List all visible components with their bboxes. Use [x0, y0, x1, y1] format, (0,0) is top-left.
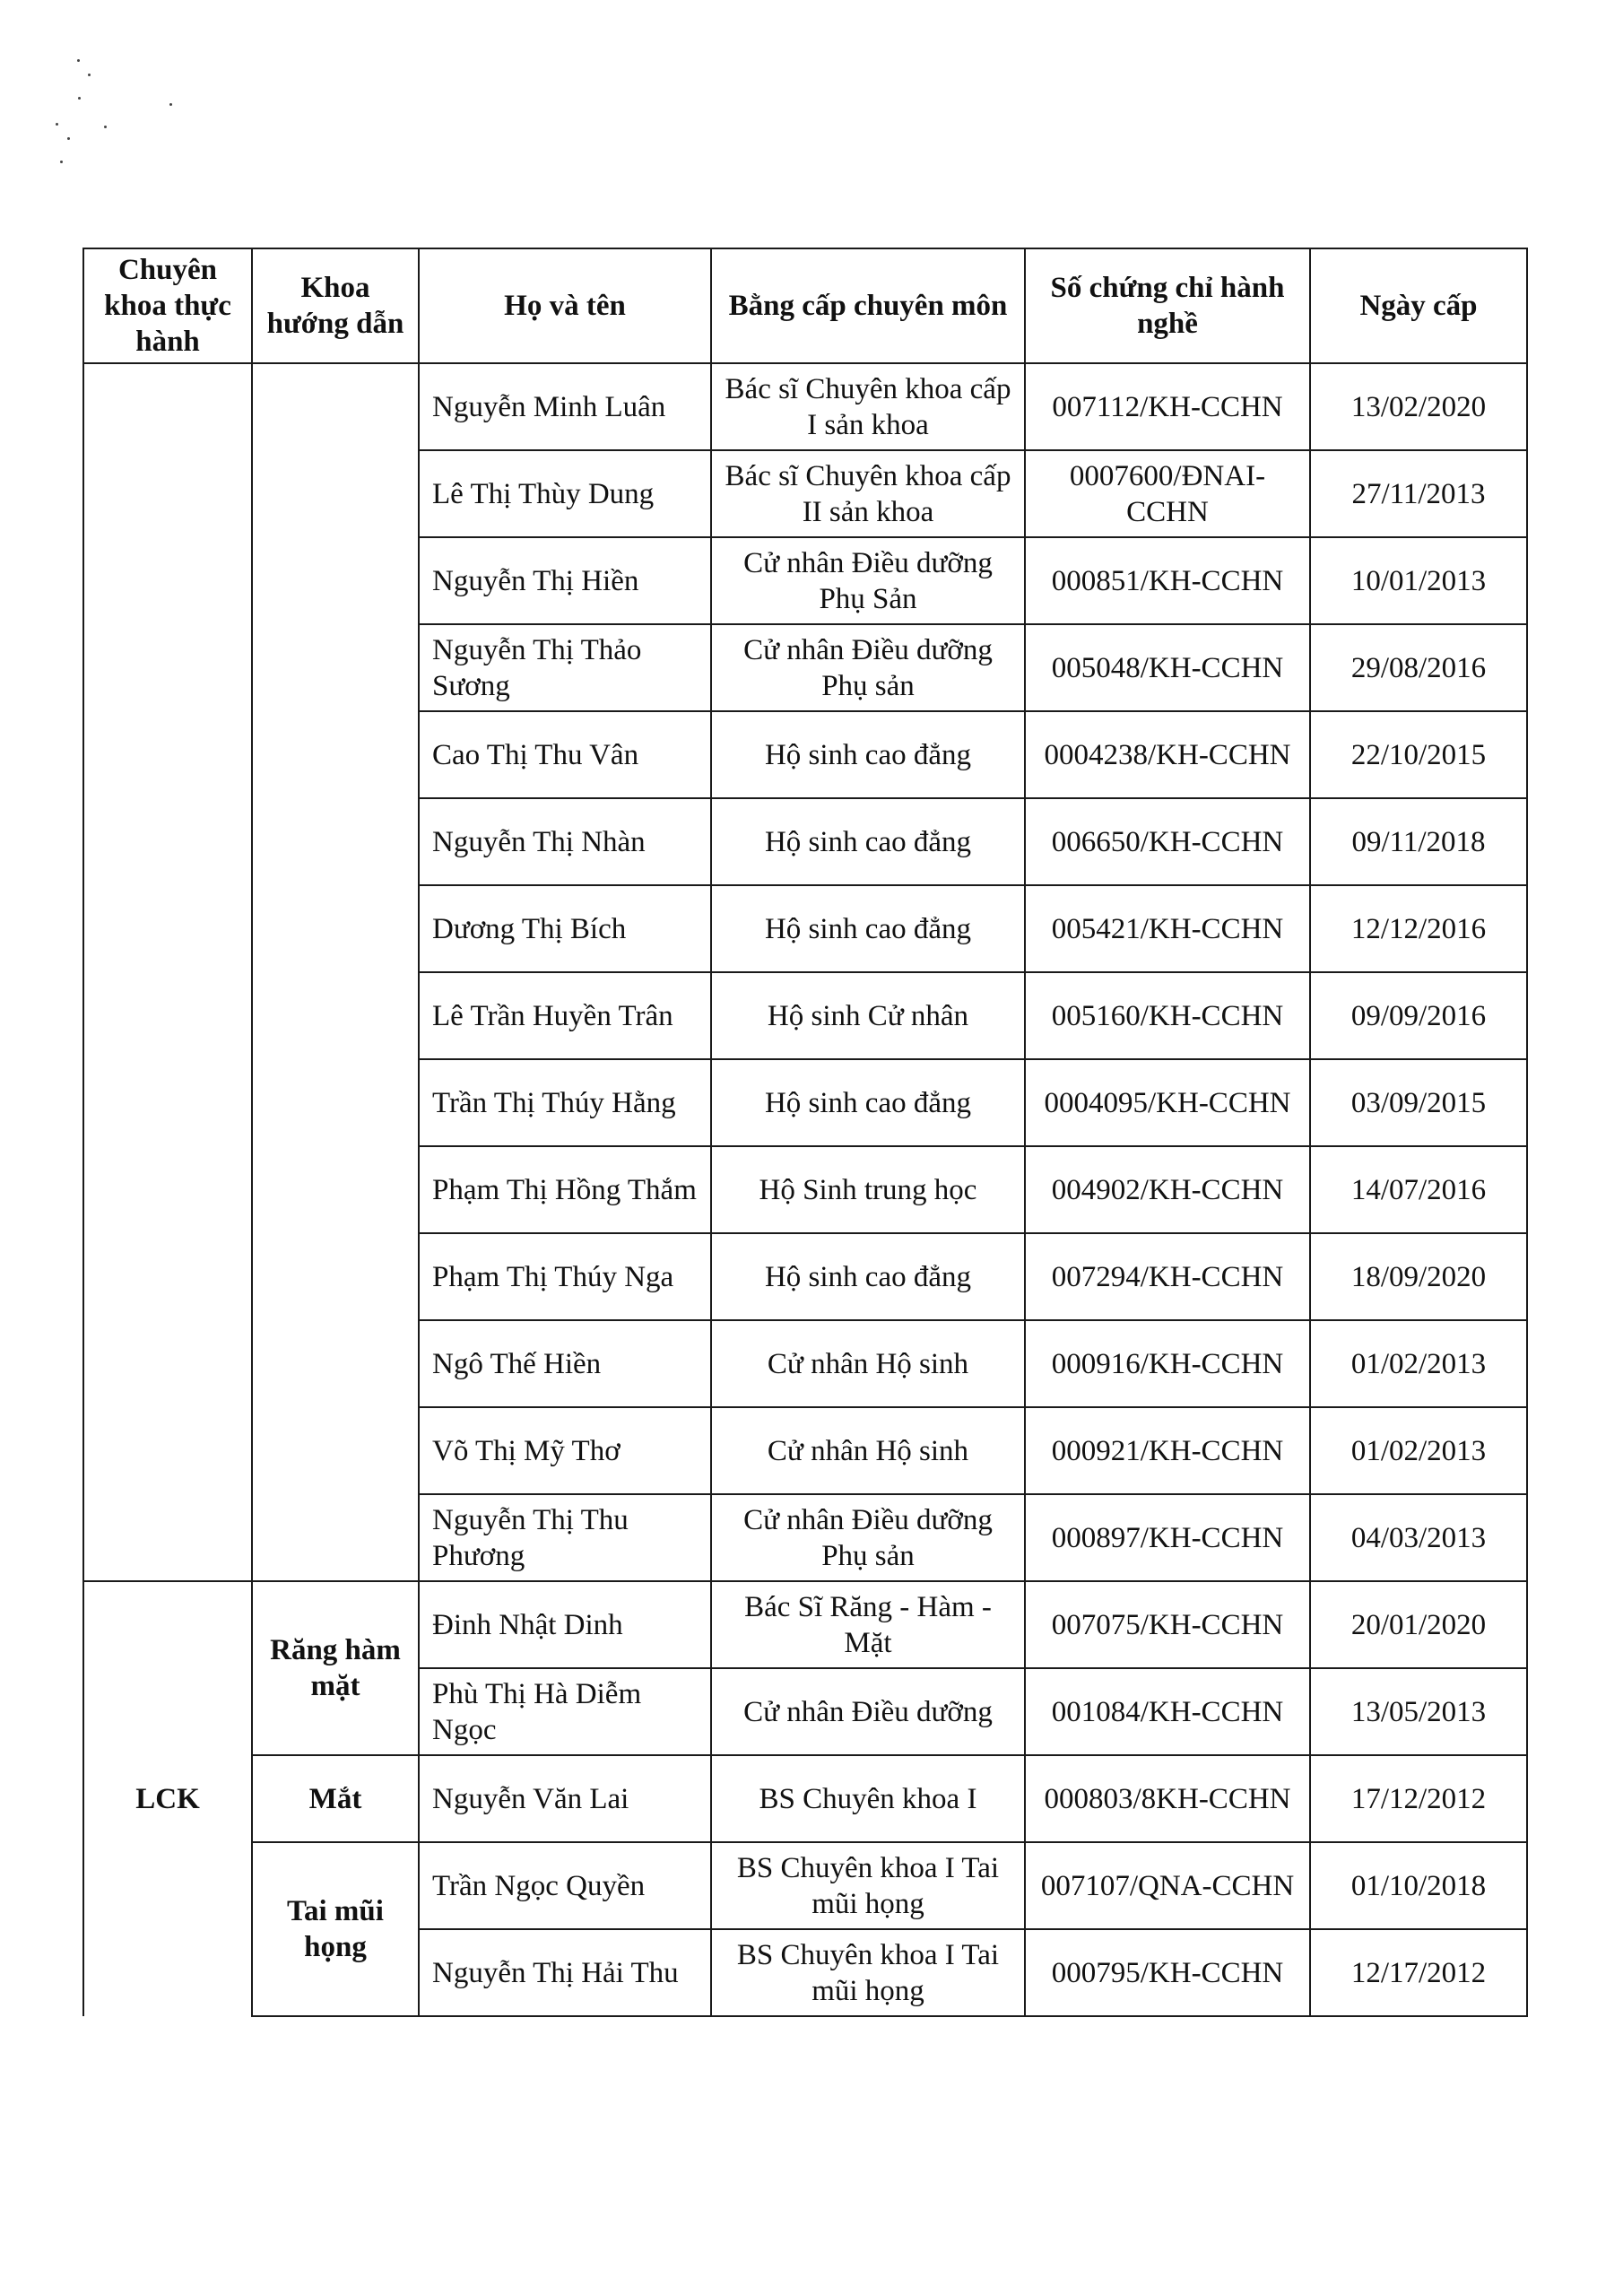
license-number: 0004095/KH-CCHN: [1025, 1059, 1310, 1146]
staff-license-table: [82, 248, 1528, 2017]
staff-degree: Cử nhân Hộ sinh: [711, 1320, 1025, 1407]
header-license-no: Số chứng chỉ hành nghề: [1025, 248, 1310, 363]
staff-degree: BS Chuyên khoa I Tai mũi họng: [711, 1842, 1025, 1929]
license-number: 007294/KH-CCHN: [1025, 1233, 1310, 1320]
issue-date: 01/10/2018: [1310, 1842, 1527, 1929]
staff-degree: Cử nhân Hộ sinh: [711, 1407, 1025, 1494]
specialty-cell: LCK: [83, 1581, 252, 2016]
staff-name: Trần Thị Thúy Hằng: [419, 1059, 711, 1146]
license-number: 007107/QNA-CCHN: [1025, 1842, 1310, 1929]
issue-date: 09/09/2016: [1310, 972, 1527, 1059]
license-number: 005421/KH-CCHN: [1025, 885, 1310, 972]
license-number: 0007600/ĐNAI-CCHN: [1025, 450, 1310, 537]
department-cell: Răng hàm mặt: [252, 1581, 419, 1755]
department-cell-blank: [252, 363, 419, 1581]
staff-degree: Hộ sinh cao đẳng: [711, 1233, 1025, 1320]
issue-date: 04/03/2013: [1310, 1494, 1527, 1581]
issue-date: 01/02/2013: [1310, 1407, 1527, 1494]
license-number: 0004238/KH-CCHN: [1025, 711, 1310, 798]
staff-name: Phù Thị Hà Diễm Ngọc: [419, 1668, 711, 1755]
issue-date: 20/01/2020: [1310, 1581, 1527, 1668]
staff-name: Nguyễn Thị Thu Phương: [419, 1494, 711, 1581]
staff-degree: Cử nhân Điều dưỡng: [711, 1668, 1025, 1755]
table-row: [83, 1755, 1527, 1842]
header-name: Họ và tên: [419, 248, 711, 363]
license-number: 004902/KH-CCHN: [1025, 1146, 1310, 1233]
issue-date: 18/09/2020: [1310, 1233, 1527, 1320]
issue-date: 12/12/2016: [1310, 885, 1527, 972]
staff-name: Võ Thị Mỹ Thơ: [419, 1407, 711, 1494]
table-row: [83, 1842, 1527, 1929]
staff-name: Nguyễn Văn Lai: [419, 1755, 711, 1842]
header-specialty: Chuyên khoa thực hành: [83, 248, 252, 363]
staff-degree: Cử nhân Điều dưỡng Phụ Sản: [711, 537, 1025, 624]
staff-name: Nguyễn Thị Hiền: [419, 537, 711, 624]
staff-name: Nguyễn Thị Hải Thu: [419, 1929, 711, 2016]
issue-date: 17/12/2012: [1310, 1755, 1527, 1842]
department-cell: Tai mũi họng: [252, 1842, 419, 2016]
staff-degree: Bác sĩ Chuyên khoa cấp I sản khoa: [711, 363, 1025, 450]
license-number: 001084/KH-CCHN: [1025, 1668, 1310, 1755]
staff-degree: Hộ sinh cao đẳng: [711, 711, 1025, 798]
issue-date: 13/02/2020: [1310, 363, 1527, 450]
staff-degree: Bác sĩ Chuyên khoa cấp II sản khoa: [711, 450, 1025, 537]
staff-name: Phạm Thị Thúy Nga: [419, 1233, 711, 1320]
staff-name: Lê Trần Huyền Trân: [419, 972, 711, 1059]
staff-name: Phạm Thị Hồng Thắm: [419, 1146, 711, 1233]
staff-degree: Hộ sinh cao đẳng: [711, 798, 1025, 885]
staff-degree: Cử nhân Điều dưỡng Phụ sản: [711, 1494, 1025, 1581]
issue-date: 03/09/2015: [1310, 1059, 1527, 1146]
issue-date: 22/10/2015: [1310, 711, 1527, 798]
license-number: 005160/KH-CCHN: [1025, 972, 1310, 1059]
staff-name: Ngô Thế Hiền: [419, 1320, 711, 1407]
staff-name: Cao Thị Thu Vân: [419, 711, 711, 798]
license-number: 000851/KH-CCHN: [1025, 537, 1310, 624]
license-number: 000803/8KH-CCHN: [1025, 1755, 1310, 1842]
staff-degree: Cử nhân Điều dưỡng Phụ sản: [711, 624, 1025, 711]
staff-degree: Hộ sinh Cử nhân: [711, 972, 1025, 1059]
license-number: 007075/KH-CCHN: [1025, 1581, 1310, 1668]
license-number: 000916/KH-CCHN: [1025, 1320, 1310, 1407]
table-row: [83, 363, 1527, 450]
issue-date: 01/02/2013: [1310, 1320, 1527, 1407]
license-number: 006650/KH-CCHN: [1025, 798, 1310, 885]
staff-degree: Hộ Sinh trung học: [711, 1146, 1025, 1233]
staff-name: Nguyễn Thị Nhàn: [419, 798, 711, 885]
specialty-cell-blank: [83, 363, 252, 1581]
staff-name: Nguyễn Minh Luân: [419, 363, 711, 450]
staff-degree: Hộ sinh cao đẳng: [711, 1059, 1025, 1146]
header-degree: Bằng cấp chuyên môn: [711, 248, 1025, 363]
staff-degree: BS Chuyên khoa I: [711, 1755, 1025, 1842]
license-number: 007112/KH-CCHN: [1025, 363, 1310, 450]
issue-date: 14/07/2016: [1310, 1146, 1527, 1233]
issue-date: 29/08/2016: [1310, 624, 1527, 711]
staff-name: Dương Thị Bích: [419, 885, 711, 972]
license-number: 000795/KH-CCHN: [1025, 1929, 1310, 2016]
license-number: 000921/KH-CCHN: [1025, 1407, 1310, 1494]
issue-date: 27/11/2013: [1310, 450, 1527, 537]
staff-degree: Bác Sĩ Răng - Hàm - Mặt: [711, 1581, 1025, 1668]
table-row: [83, 1581, 1527, 1668]
header-row: [83, 248, 1527, 363]
issue-date: 10/01/2013: [1310, 537, 1527, 624]
issue-date: 12/17/2012: [1310, 1929, 1527, 2016]
staff-name: Đinh Nhật Dinh: [419, 1581, 711, 1668]
staff-name: Trần Ngọc Quyền: [419, 1842, 711, 1929]
staff-name: Lê Thị Thùy Dung: [419, 450, 711, 537]
license-number: 005048/KH-CCHN: [1025, 624, 1310, 711]
scan-specks: [36, 36, 215, 179]
staff-degree: Hộ sinh cao đẳng: [711, 885, 1025, 972]
staff-degree: BS Chuyên khoa I Tai mũi họng: [711, 1929, 1025, 2016]
license-number: 000897/KH-CCHN: [1025, 1494, 1310, 1581]
department-cell: Mắt: [252, 1755, 419, 1842]
issue-date: 09/11/2018: [1310, 798, 1527, 885]
header-issue-date: Ngày cấp: [1310, 248, 1527, 363]
staff-name: Nguyễn Thị Thảo Sương: [419, 624, 711, 711]
header-department: Khoa hướng dẫn: [252, 248, 419, 363]
issue-date: 13/05/2013: [1310, 1668, 1527, 1755]
